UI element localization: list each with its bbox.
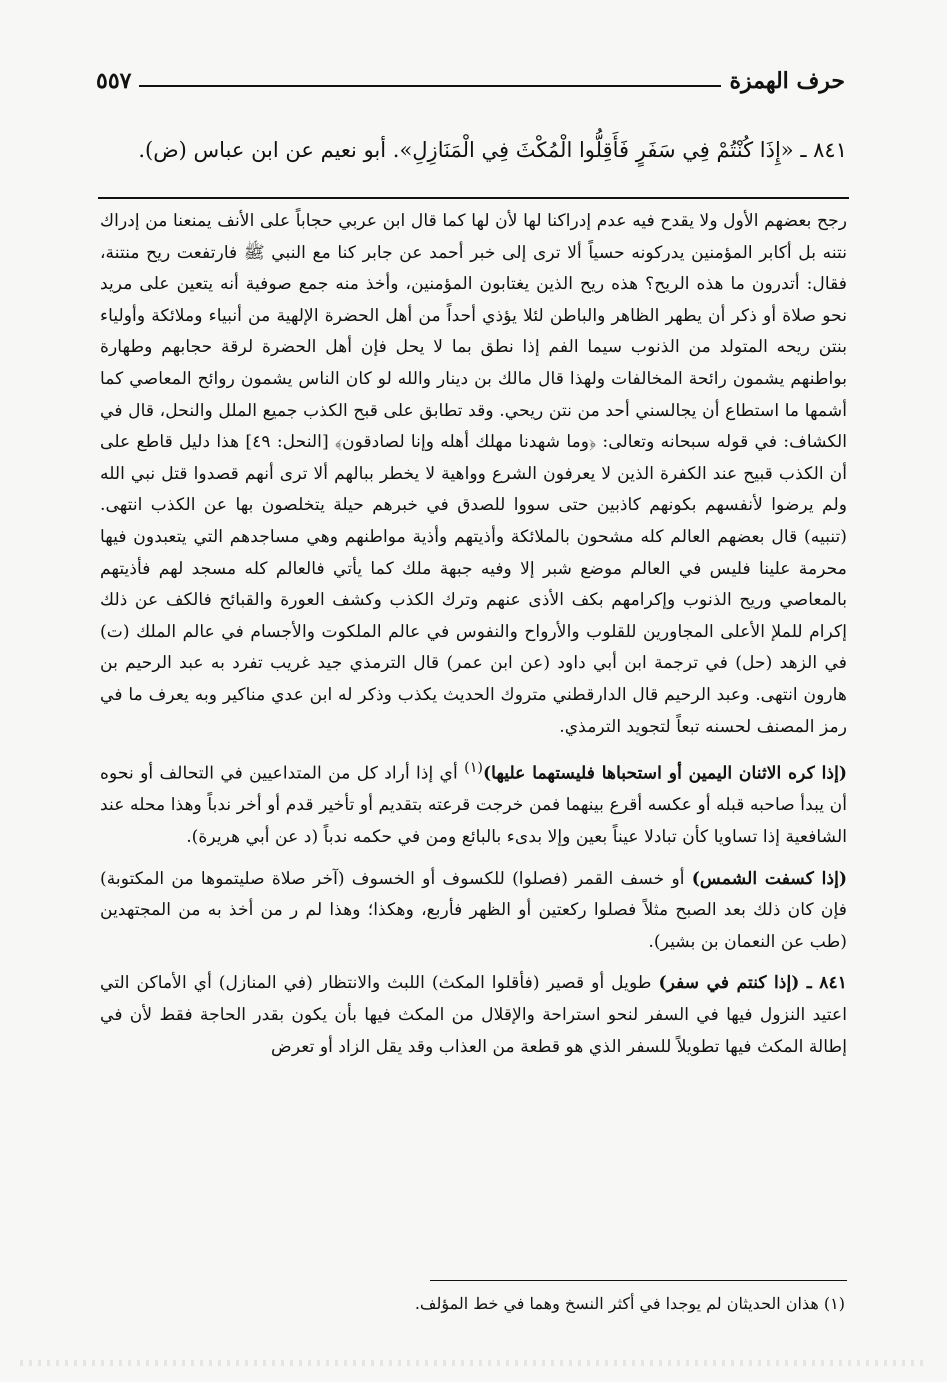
paragraph-2-body: أي إذا أراد كل من المتداعيين في التحالف أو نحوه أن يبدأ صاحبه قبله أو عكسه أقرع بينهما فمن خرجت قرعته بتقديم أو تأخير قدم أو أخر ندباً وهذا محله عند الشافعية إذا تساويا كأن تبادلا عيناً بعين وإلا بدىء بالبائع ومن في حكمه ندباً (د عن أبي هريرة). — [100, 763, 847, 848]
footnote-marker: (١) — [464, 760, 483, 777]
commentary — [100, 206, 847, 1063]
hadith-text: ٨٤١ ـ «إِذَا كُنْتُمْ فِي سَفَرٍ فَأَقِلُّوا الْمُكْثَ فِي الْمَنَازِلِ». أبو نعيم عن ابن عباس (ض). — [138, 138, 847, 162]
commentary-paragraph-1: رجح بعضهم الأول ولا يقدح فيه عدم إدراكنا لها لأن لها كما قال ابن عربي حجاباً على الأنف يمنعنا من إدراك نتنه بل أكابر المؤمنين يدركونه حسياً ألا ترى إلى خبر أحمد عن جابر كنا مع النبي ﷺ فارتفعت ريح منتنة، فقال: أتدرون ما هذه الريح؟ هذه ريح الذين يغتابون المؤمنين، وأخذ منه جمع صوفية أنه يتعين على مريد نحو صلاة أو ذكر أن يطهر الظاهر والباطن لئلا يؤذي أحداً من أهل الحضرة الإلهية من أنبياء وملائكة وأولياء بنتن ريحه المتولد من الذنوب سيما الفم إذا نطق بما لا يحل فإن أهل الحضرة لرقة حجابهم وطهارة بواطنهم يشمون رائحة المخالفات ولهذا قال مالك بن دينار والله لو كان الناس يشمون روائح المعاصي كما أشمها ما استطاع أن يجالسني أحد من نتن ريحي. وقد تطابق على قبح الكذب جميع الملل والنحل، قال في الكشاف: في قوله سبحانه وتعالى: ﴿وما شهدنا مهلك أهله وإنا لصادقون﴾ [النحل: ٤٩] هذا دليل قاطع على أن الكذب قبيح عند الكفرة الذين لا يعرفون الشرع وواهية لا يخطر ببالهم ألا ترى أنهم قصدوا قتل نبي الله ولم يرضوا لأنفسهم بكونهم كاذبين حتى سووا للصدق في خبرهم حيلة يتخلصون بها عن الكذب انتهى. (تنبيه) قال بعضهم العالم كله مشحون بالملائكة وأذيتهم وأذية مواطنهم وهي مساجدهم التي يتعبدون فيها محرمة علينا فليس في العالم موضع شبر إلا وفيه جبهة ملك كما يأتي فالعالم كله مسجد لهم فأذيتهم بالمعاصي وريح الذنوب وإكرامهم بكف الأذى عنهم وترك الكذب وكشف العورة والقبائح فالكف عن ذلك إكرام للملإ الأعلى المجاورين للقلوب والأرواح والنفوس في عالم الملكوت والأجسام في عالم الملك (ت) في الزهد (حل) في ترجمة ابن أبي داود (عن ابن عمر) قال الترمذي جيد غريب تفرد به عبد الرحيم بن هارون انتهى. وعبد الرحيم قال الدارقطني متروك الحديث يكذب وذكر له ابن عدي مناكير وبه يعرف ما في رمز المصنف لحسنه تبعاً لتجويد الترمذي. — [100, 211, 847, 737]
running-header — [96, 62, 845, 100]
paragraph-4-lead: ٨٤١ ـ (إذا كنتم في سفر) — [658, 973, 847, 994]
footnote-rule — [430, 1280, 847, 1281]
commentary-paragraph-2 — [100, 753, 847, 854]
paragraph-3-body: أو خسف القمر (فصلوا) للكسوف أو الخسوف (آخر صلاة صليتموها من المكتوبة) فإن كان ذلك بعد الصبح مثلاً فصلوا ركعتين أو الظهر فأربع، وهكذا؛ وهذا لم ر من أخذ به من المجتهدين (طب عن النعمان بن بشير). — [100, 868, 847, 952]
commentary-paragraph-4 — [100, 968, 847, 1063]
paragraph-4-body: طويل أو قصير (فأقلوا المكث) اللبث والانتظار (في المنازل) أي الأماكن التي اعتيد النزول فيها في السفر لنحو استراحة والإقلال من المكث فيها بأن يكون بقدر الحاجة فقط لأن في إطالة المكث فيها تطويلاً للسفر الذي هو قطعة من العذاب وقد يقل الزاد أو تعرض — [100, 973, 847, 1057]
page-number: ٥٥٧ — [96, 68, 132, 94]
paragraph-2-lead: (إذا كره الاثنان اليمين أو استحباها فليستهما عليها) — [482, 763, 847, 784]
header-rule — [139, 85, 721, 87]
scan-artifact — [20, 1360, 927, 1366]
section-divider — [98, 197, 849, 199]
paragraph-3-lead: (إذا كسفت الشمس) — [691, 868, 848, 889]
chapter-title: حرف الهمزة — [729, 68, 845, 94]
footnote: (١) هذان الحديثان لم يوجدا في أكثر النسخ وهما في خط المؤلف. — [414, 1294, 845, 1313]
commentary-paragraph-3 — [100, 864, 847, 959]
